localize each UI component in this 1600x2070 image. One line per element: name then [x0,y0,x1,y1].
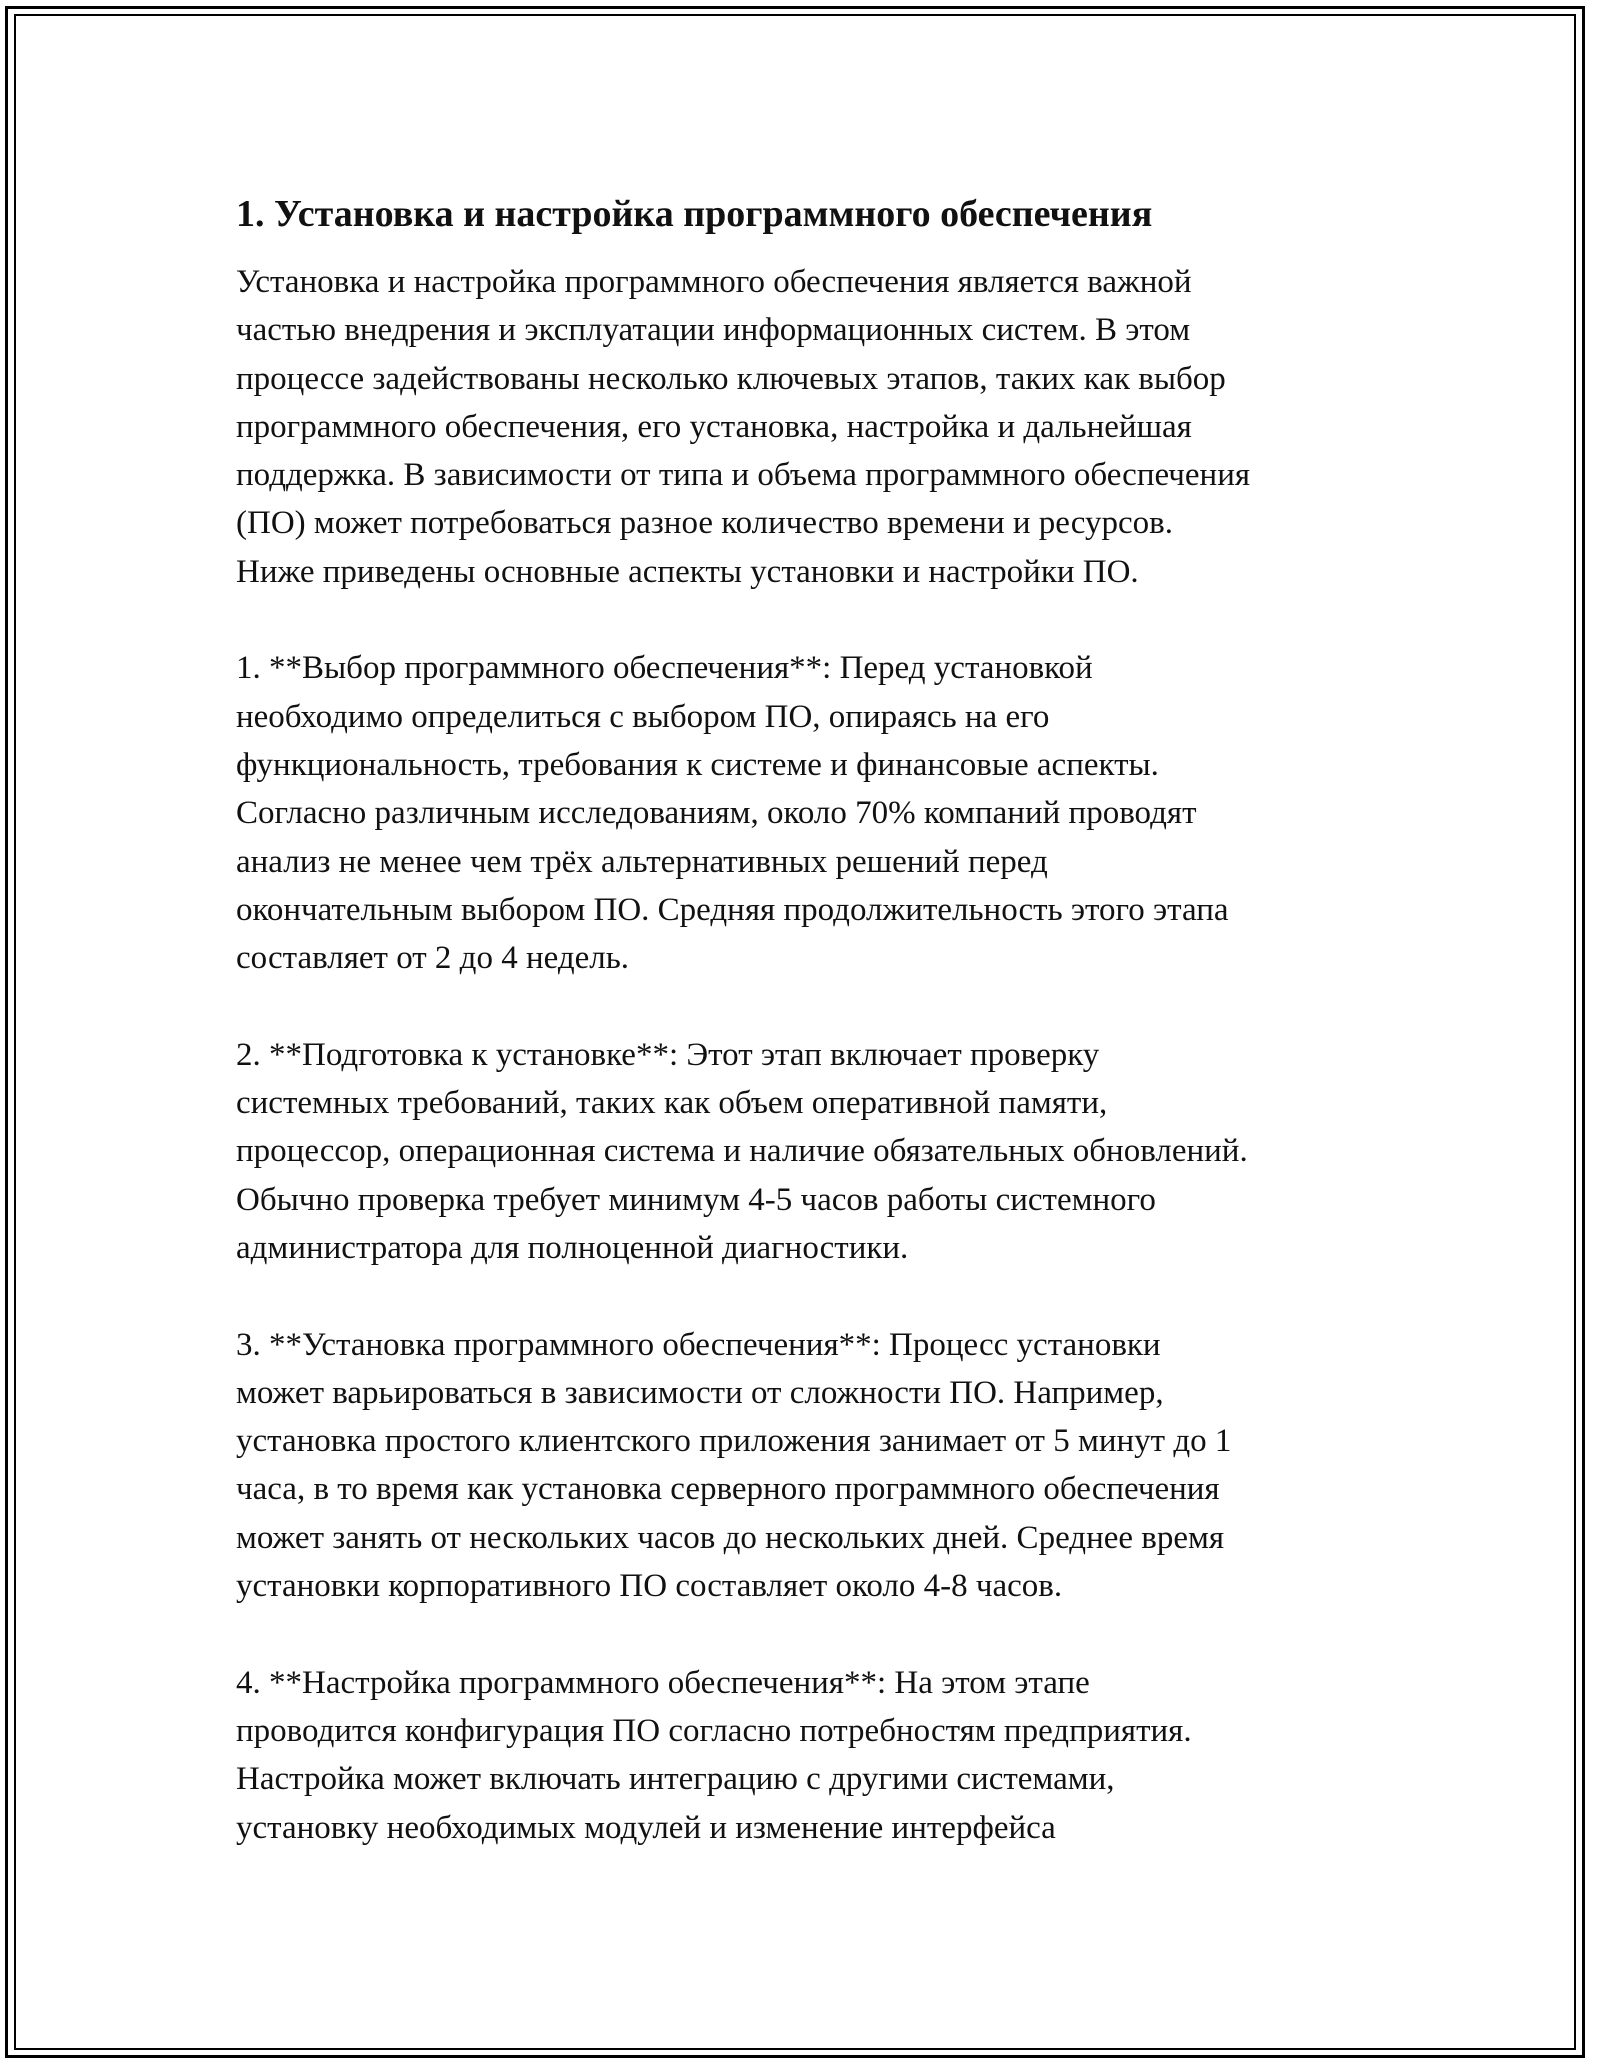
paragraph-spacer [236,1610,1386,1658]
intro-paragraph: Установка и настройка программного обеспечения является важной частью внедрения и эксплуатации информационных систем. В этом процессе задействованы несколько ключевых этапов, таких как выбор программного обеспечения, его установка, настройка и дальнейшая поддержка. В зависимости от типа и объема программного обеспечения (ПО) может потребоваться разное количество времени и ресурсов. Ниже приведены основные аспекты установки и настройки ПО. [236,264,1251,590]
paragraph-spacer [236,982,1386,1030]
paragraph-spacer [236,596,1386,644]
list-item-software-selection: 1. **Выбор программного обеспечения**: Перед установкой необходимо определиться с выбором ПО, опираясь на его функциональность, требования к системе и финансовые аспекты. Согласно различным исследованиям, около 70% компаний проводят анализ не менее чем трёх альтернативных решений перед окончательным выбором ПО. Средняя продолжительность этого этапа составляет от 2 до 4 недель. [236,650,1229,977]
list-item-software-installation: 3. **Установка программного обеспечения**: Процесс установки может варьироваться в зависимости от сложности ПО. Например, установка простого клиентского приложения занимает от 5 минут до 1 часа, в то время как установка серверного программного обеспечения может занять от нескольких часов до нескольких дней. Среднее время установки корпоративного ПО составляет около 4-8 часов. [236,1326,1232,1605]
paragraph-spacer [236,1272,1386,1320]
list-item-software-configuration: 4. **Настройка программного обеспечения**: На этом этапе проводится конфигурация ПО согласно потребностям предприятия. Настройка может включать интеграцию с другими системами, установку необходимых модулей и изменение интерфейса [236,1664,1192,1846]
section-heading: 1. Установка и настройка программного обеспечения [236,193,1153,235]
document-body [236,186,1386,1852]
list-item-installation-preparation: 2. **Подготовка к установке**: Этот этап включает проверку системных требований, таких как объем оперативной памяти, процессор, операционная система и наличие обязательных обновлений. Обычно проверка требует минимум 4-5 часов работы системного администратора для полноценной диагностики. [236,1036,1248,1266]
